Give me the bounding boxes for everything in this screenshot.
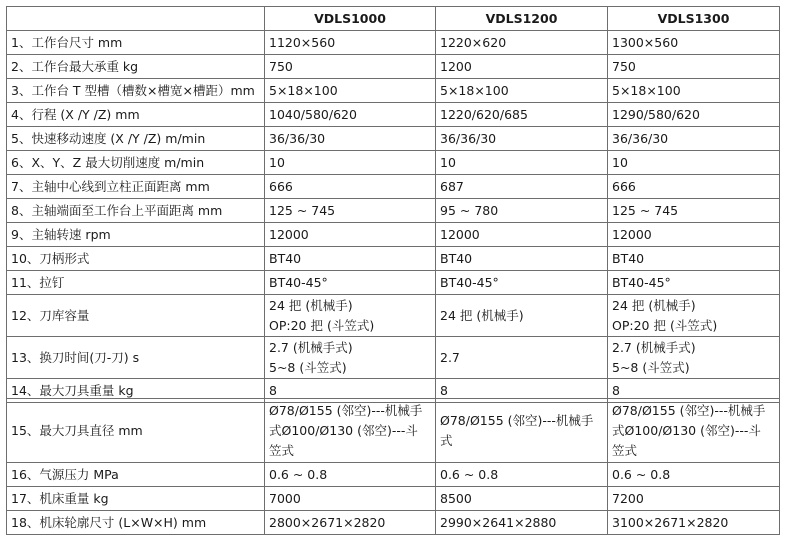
spec-table-main (6, 6, 780, 403)
spec-value-cell: 2.7 (机械手式) 5~8 (斗笠式) (608, 337, 780, 379)
spec-value-cell: 8 (436, 379, 608, 403)
table-row (7, 399, 780, 463)
spec-value-cell: 1120×560 (265, 31, 436, 55)
spec-value-cell: 1220×620 (436, 31, 608, 55)
spec-value-cell: 0.6 ~ 0.8 (436, 463, 608, 487)
table-row (7, 337, 780, 379)
spec-label-cell: 8、主轴端面至工作台上平面距离 mm (7, 199, 265, 223)
table-row (7, 55, 780, 79)
spec-label-cell: 3、工作台 T 型槽（槽数×槽宽×槽距）mm (7, 79, 265, 103)
table-row (7, 151, 780, 175)
spec-value-cell: 10 (265, 151, 436, 175)
spec-value-cell: 5×18×100 (265, 79, 436, 103)
spec-value-cell: 750 (608, 55, 780, 79)
spec-label-cell: 7、主轴中心线到立柱正面距离 mm (7, 175, 265, 199)
table-row (7, 271, 780, 295)
spec-table-extra (6, 398, 780, 535)
table-row (7, 31, 780, 55)
spec-value-cell: 1220/620/685 (436, 103, 608, 127)
spec-value-cell: 36/36/30 (436, 127, 608, 151)
spec-value-cell: Ø78/Ø155 (邻空)---机械手 式Ø100/Ø130 (邻空)---斗 笠式 (265, 399, 436, 463)
spec-value-cell: 12000 (265, 223, 436, 247)
spec-value-cell: BT40 (608, 247, 780, 271)
table-row (7, 223, 780, 247)
table-row (7, 79, 780, 103)
spec-label-cell: 10、刀柄形式 (7, 247, 265, 271)
spec-value-cell: 12000 (608, 223, 780, 247)
spec-value-cell: 10 (608, 151, 780, 175)
table-row (7, 247, 780, 271)
spec-label-cell: 17、机床重量 kg (7, 487, 265, 511)
spec-value-cell: 95 ~ 780 (436, 199, 608, 223)
spec-value-cell: BT40-45° (436, 271, 608, 295)
header-model-vdls1200: VDLS1200 (436, 7, 608, 31)
spec-label-cell: 5、快速移动速度 (X /Y /Z) m/min (7, 127, 265, 151)
spec-label-cell: 14、最大刀具重量 kg (7, 379, 265, 403)
spec-value-cell: 1200 (436, 55, 608, 79)
spec-value-cell: BT40 (265, 247, 436, 271)
table-row (7, 175, 780, 199)
spec-value-cell: Ø78/Ø155 (邻空)---机械手 式Ø100/Ø130 (邻空)---斗 笠式 (608, 399, 780, 463)
spec-value-cell: BT40 (436, 247, 608, 271)
spec-value-cell: 666 (608, 175, 780, 199)
spec-value-cell: 0.6 ~ 0.8 (265, 463, 436, 487)
spec-label-cell: 11、拉钉 (7, 271, 265, 295)
spec-value-cell: 36/36/30 (608, 127, 780, 151)
spec-value-cell: 5×18×100 (436, 79, 608, 103)
spec-value-cell: 2.7 (机械手式) 5~8 (斗笠式) (265, 337, 436, 379)
spec-value-cell: 5×18×100 (608, 79, 780, 103)
spec-value-cell: 8 (265, 379, 436, 403)
table-row (7, 103, 780, 127)
spec-value-cell: BT40-45° (265, 271, 436, 295)
spec-value-cell: 24 把 (机械手) OP:20 把 (斗笠式) (265, 295, 436, 337)
table-row (7, 295, 780, 337)
spec-value-cell: 8 (608, 379, 780, 403)
header-model-vdls1000: VDLS1000 (265, 7, 436, 31)
spec-value-cell: 1300×560 (608, 31, 780, 55)
spec-value-cell: 2.7 (436, 337, 608, 379)
spec-value-cell: 1290/580/620 (608, 103, 780, 127)
spec-value-cell: 24 把 (机械手) (436, 295, 608, 337)
spec-value-cell: 125 ~ 745 (265, 199, 436, 223)
spec-value-cell: 0.6 ~ 0.8 (608, 463, 780, 487)
table-row (7, 127, 780, 151)
spec-value-cell: Ø78/Ø155 (邻空)---机械手 式 (436, 399, 608, 463)
header-model-vdls1300: VDLS1300 (608, 7, 780, 31)
spec-value-cell: 2990×2641×2880 (436, 511, 608, 535)
spec-value-cell: 36/36/30 (265, 127, 436, 151)
spec-value-cell: 7000 (265, 487, 436, 511)
spec-label-cell: 6、X、Y、Z 最大切削速度 m/min (7, 151, 265, 175)
table-row (7, 199, 780, 223)
spec-label-cell: 12、刀库容量 (7, 295, 265, 337)
spec-value-cell: 687 (436, 175, 608, 199)
spec-label-cell: 9、主轴转速 rpm (7, 223, 265, 247)
spec-value-cell: 666 (265, 175, 436, 199)
spec-label-cell: 4、行程 (X /Y /Z) mm (7, 103, 265, 127)
spec-value-cell: 10 (436, 151, 608, 175)
header-corner-cell (7, 7, 265, 31)
spec-value-cell: 24 把 (机械手) OP:20 把 (斗笠式) (608, 295, 780, 337)
spec-value-cell: 12000 (436, 223, 608, 247)
spec-value-cell: 7200 (608, 487, 780, 511)
spec-value-cell: 8500 (436, 487, 608, 511)
table-row (7, 511, 780, 535)
spec-value-cell: 750 (265, 55, 436, 79)
spec-label-cell: 16、气源压力 MPa (7, 463, 265, 487)
spec-value-cell: 3100×2671×2820 (608, 511, 780, 535)
spec-value-cell: 125 ~ 745 (608, 199, 780, 223)
table-row (7, 463, 780, 487)
spec-label-cell: 1、工作台尺寸 mm (7, 31, 265, 55)
table-row (7, 487, 780, 511)
spec-value-cell: 2800×2671×2820 (265, 511, 436, 535)
table-header-row (7, 7, 780, 31)
spec-value-cell: 1040/580/620 (265, 103, 436, 127)
spec-label-cell: 13、换刀时间(刀-刀) s (7, 337, 265, 379)
spec-label-cell: 2、工作台最大承重 kg (7, 55, 265, 79)
spec-label-cell: 15、最大刀具直径 mm (7, 399, 265, 463)
spec-label-cell: 18、机床轮廓尺寸 (L×W×H) mm (7, 511, 265, 535)
spec-value-cell: BT40-45° (608, 271, 780, 295)
